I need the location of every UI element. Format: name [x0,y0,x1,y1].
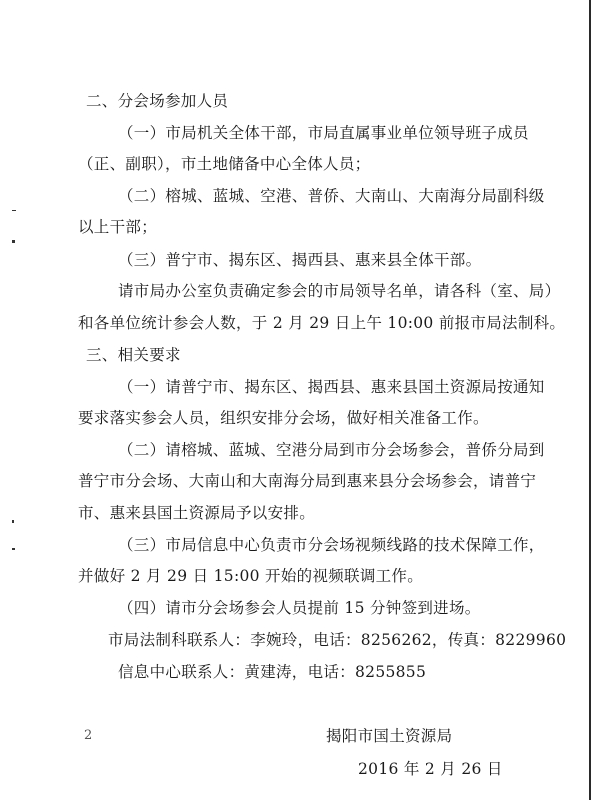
section-2-note-line-1: 请市局办公室负责确定参会的市局领导名单，请各科（室、局） [118,282,561,300]
section-3-item-3-line-2: 并做好 2 月 29 日 15:00 开始的视频联调工作。 [78,567,424,585]
contact-legal: 市局法制科联系人：李婉玲，电话：8256262，传真：8229960 [108,631,567,649]
scan-speck [12,240,15,243]
signature-date: 2016 年 2 月 26 日 [358,760,503,778]
section-2-note-line-2: 和各单位统计参会人数，于 2 月 29 日上午 10:00 前报市局法制科。 [78,314,566,332]
signature-org: 揭阳市国土资源局 [326,727,453,745]
section-2-item-1-line-1: （一）市局机关全体干部，市局直属事业单位领导班子成员 [118,124,529,142]
section-2-item-3-line-1: （三）普宁市、揭东区、揭西县、惠来县全体干部。 [118,251,482,269]
section-3-item-1-line-1: （一）请普宁市、揭东区、揭西县、惠来县国土资源局按通知 [118,378,545,396]
section-3-item-4-line-1: （四）请市分会场参会人员提前 15 分钟签到进场。 [118,599,481,617]
section-2-item-1-line-2: （正、副职），市土地储备中心全体人员； [78,155,371,173]
section-3-item-1-line-2: 要求落实参会人员，组织安排分会场，做好相关准备工作。 [78,409,489,427]
scan-speck [12,210,16,211]
section-2-item-2-line-1: （二）榕城、蓝城、空港、普侨、大南山、大南海分局副科级 [118,187,545,205]
scan-speck [12,520,14,523]
section-3-item-2-line-2: 普宁市分会场、大南山和大南海分局到惠来县分会场参会，请普宁 [78,472,537,490]
page-number: 2 [84,728,93,743]
section-3-heading: 三、相关要求 [86,346,181,364]
section-3-item-2-line-1: （二）请榕城、蓝城、空港分局到市分会场参会，普侨分局到 [118,441,545,459]
section-3-item-2-line-3: 市、惠来县国土资源局予以安排。 [78,504,316,522]
contact-info-center: 信息中心联系人：黄建涛，电话：8255855 [118,663,427,681]
scan-speck [12,548,15,550]
section-2-heading: 二、分会场参加人员 [86,92,229,110]
section-2-item-2-line-2: 以上干部； [78,218,158,236]
section-3-item-3-line-1: （三）市局信息中心负责市分会场视频线路的技术保障工作， [118,536,545,554]
